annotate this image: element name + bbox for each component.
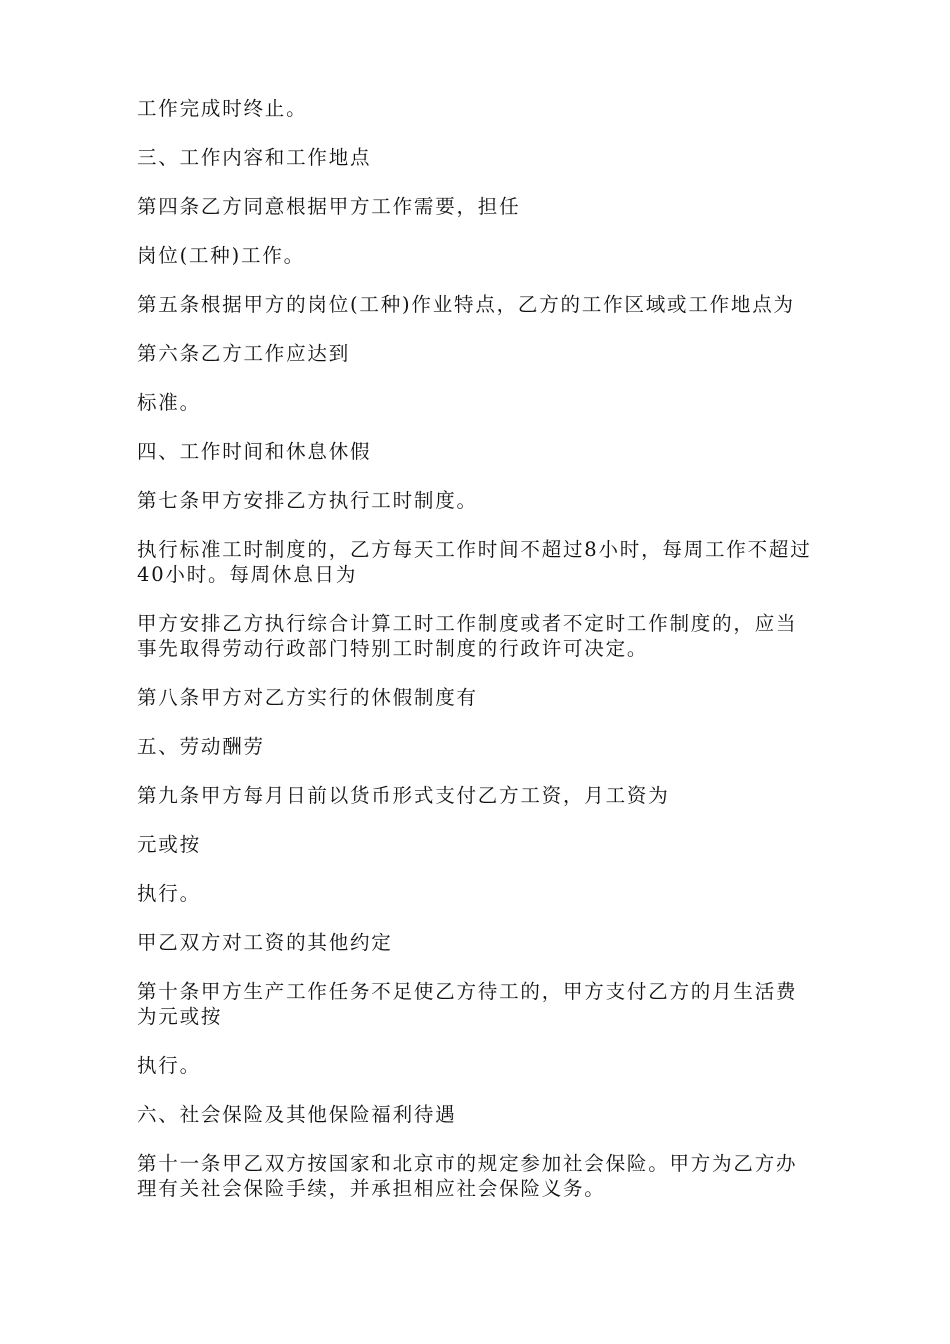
paragraph-yuan-or: 元或按	[137, 833, 201, 856]
paragraph-article-5: 第五条根据甲方的岗位(工种)作业特点，乙方的工作区域或工作地点为	[137, 293, 795, 316]
paragraph-1: 工作完成时终止。	[137, 97, 308, 120]
paragraph-flexible-hours: 甲方安排乙方执行综合计算工时工作制度或者不定时工作制度的，应当事先取得劳动行政部门特别工时制度的行政许可决定。	[137, 612, 798, 660]
paragraph-article-4: 第四条乙方同意根据甲方工作需要，担任	[137, 195, 521, 218]
paragraph-other-wage-agreement: 甲乙双方对工资的其他约定	[137, 931, 393, 954]
paragraph-article-7: 第七条甲方安排乙方执行工时制度。	[137, 489, 478, 512]
document-body	[137, 96, 817, 1225]
section-heading-6: 六、社会保险及其他保险福利待遇	[137, 1103, 457, 1126]
paragraph-article-10: 第十条甲方生产工作任务不足使乙方待工的，甲方支付乙方的月生活费为元或按	[137, 980, 798, 1028]
section-heading-5: 五、劳动酬劳	[137, 735, 265, 758]
paragraph-standard-hours: 执行标准工时制度的，乙方每天工作时间不超过8小时，每周工作不超过40小时。每周休息日为	[137, 538, 812, 586]
paragraph-article-9: 第九条甲方每月日前以货币形式支付乙方工资，月工资为	[137, 784, 670, 807]
section-heading-3: 三、工作内容和工作地点	[137, 146, 372, 169]
paragraph-article-6: 第六条乙方工作应达到	[137, 342, 351, 365]
section-heading-4: 四、工作时间和休息休假	[137, 440, 372, 463]
paragraph-standard: 标准。	[137, 391, 201, 414]
paragraph-article-11: 第十一条甲乙双方按国家和北京市的规定参加社会保险。甲方为乙方办理有关社会保险手续，并承担相应社会保险义务。	[137, 1152, 798, 1200]
paragraph-article-8: 第八条甲方对乙方实行的休假制度有	[137, 686, 478, 709]
paragraph-position: 岗位(工种)工作。	[137, 244, 305, 267]
paragraph-execute-1: 执行。	[137, 882, 201, 905]
paragraph-execute-2: 执行。	[137, 1054, 201, 1077]
